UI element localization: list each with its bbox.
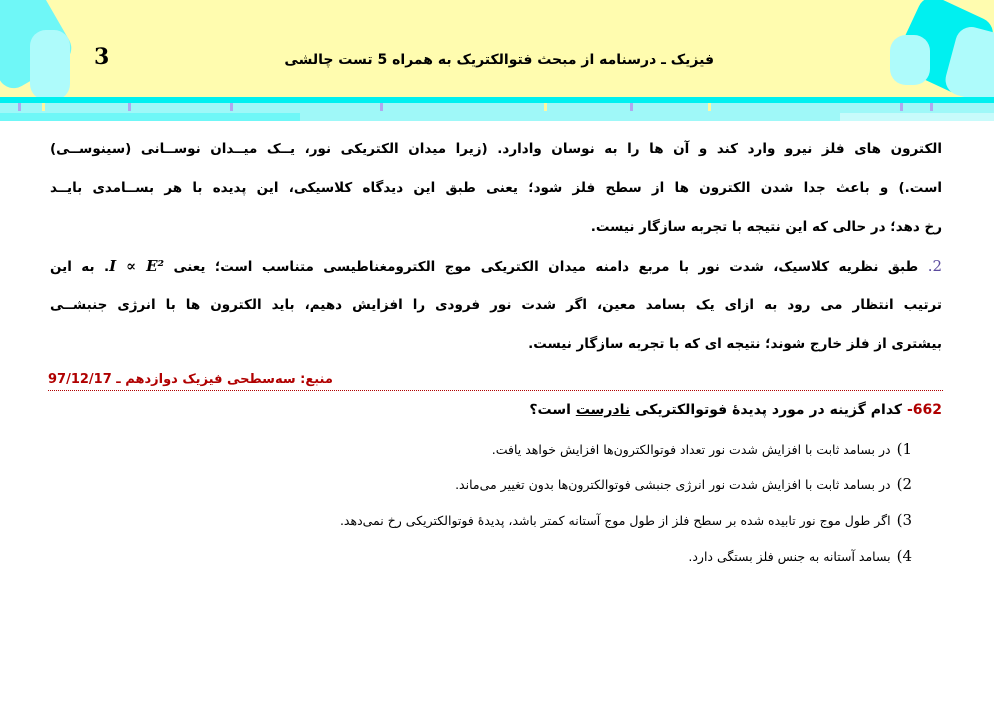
question-text-end: است؟	[529, 402, 571, 418]
item-text: طبق نظریه کلاسیک، شدت نور با مربع دامنه میدان الکتریکی موج الکترومغناطیسی متناسب است؛ یعنی	[173, 259, 919, 275]
item-2-line-1	[50, 257, 942, 275]
item-2-line-3: بیشتری از فلز خارج شوند؛ نتیجه ای که با تجربه سازگار نیست.	[528, 336, 942, 352]
question-text: کدام گزینه در مورد پدیدهٔ فوتوالکتریکی	[635, 402, 903, 418]
header-pattern	[0, 103, 994, 121]
formula: I ∝ E²	[109, 257, 165, 275]
question-emphasis: نادرست	[575, 402, 631, 418]
option-2[interactable]	[455, 475, 912, 493]
item-number: 2.	[927, 257, 943, 275]
question	[529, 402, 942, 418]
paragraph-line: است.) و باعث جدا شدن الکترون ها از سطح فلز شود؛ یعنی طبق این دیدگاه کلاسیکی، این پدیده با هر بســامدی بایــد	[50, 180, 942, 196]
option-text: بسامد آستانه به جنس فلز بستگی دارد.	[688, 549, 891, 564]
option-text: در بسامد ثابت با افزایش شدت نور انرژی جنبشی فوتوالکترون‌ها بدون تغییر می‌ماند.	[455, 477, 891, 492]
source-text: منبع: سه‌سطحی فیزیک دوازدهم ـ 97/12/17	[48, 372, 337, 387]
item-2-line-2: ترتیب انتظار می رود به ازای یک بسامد معین، اگر شدت نور فرودی را افزایش دهیم، باید الکترون ها با انرژی جنبشــی	[50, 297, 942, 313]
option-number: 3)	[896, 511, 912, 529]
source-line	[48, 372, 943, 391]
decor-shape	[30, 30, 70, 98]
item-text-end: . به این	[50, 259, 110, 275]
page-header	[0, 0, 994, 98]
option-number: 1)	[896, 440, 912, 458]
page-number: 3	[94, 44, 110, 70]
option-number: 2)	[896, 475, 912, 493]
option-text: در بسامد ثابت با افزایش شدت نور تعداد فوتوالکترون‌ها افزایش خواهد یافت.	[491, 442, 891, 457]
question-number: 662-	[906, 402, 942, 418]
decor-shape	[890, 35, 930, 85]
paragraph-line: الکترون های فلز نیرو وارد کند و آن ها را به نوسان وادارد. (زیرا میدان الکتریکی نور، یــک میــدان نوســانی (سینوســی)	[50, 141, 942, 157]
page-title: فیزیک ـ درسنامه از مبحث فتوالکتریک به همراه 5 تست چالشی	[284, 52, 714, 68]
option-4[interactable]	[688, 547, 912, 565]
option-number: 4)	[896, 547, 912, 565]
option-1[interactable]	[492, 440, 912, 458]
option-3[interactable]	[340, 511, 912, 529]
option-text: اگر طول موج نور تابیده شده بر سطح فلز از طول موج آستانه کمتر باشد، پدیدهٔ فوتوالکتریکی رخ نمی‌دهد.	[339, 513, 891, 528]
paragraph-line: رخ دهد؛ در حالی که این نتیجه با تجربه سازگار نیست.	[590, 219, 942, 235]
